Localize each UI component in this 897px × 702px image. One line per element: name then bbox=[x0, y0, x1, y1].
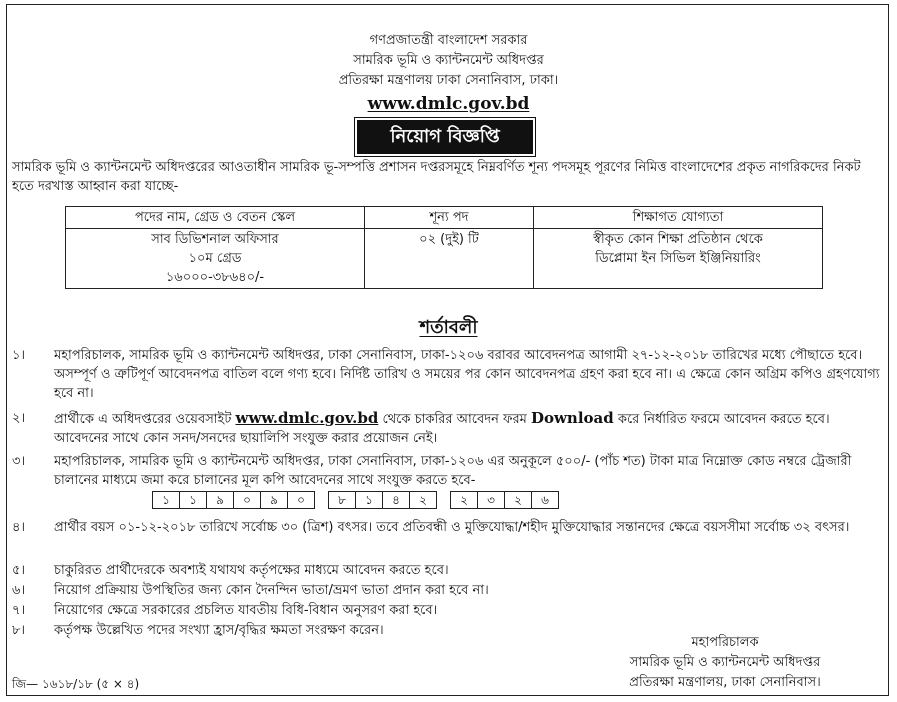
condition-number: ৮। bbox=[12, 623, 26, 638]
post-grade: ১০ম গ্রেড bbox=[188, 251, 242, 266]
signature-address: প্রতিরক্ষা মন্ত্রণালয়, ঢাকা সেনানিবাস। bbox=[629, 675, 821, 690]
condition-text: নিয়োগ প্রক্রিয়ায় উপস্থিতির জন্য কোন দৈনন্দিন ভাতা/ভ্রমণ ভাতা প্রদান করা হবে না। bbox=[54, 583, 489, 598]
condition-text: নিয়োগের ক্ষেত্রে সরকারের প্রচলিত যাবতীয় বিধি-বিধান অনুসরণ করা হবে। bbox=[54, 603, 438, 618]
intro-paragraph: সামরিক ভূমি ও ক্যান্টনমেন্ট অধিদপ্তরের আওতাধীন সামরিক ভূ-সম্পত্তি প্রশাসন দপ্তরসমূহে নিম্নবর্ণিত শূন্য পদসমূহ পূরণের নিমিত্ত বাংলাদেশের প্রকৃত নাগরিকদের নিকট হতে দরখাস্ত আহ্বান করা যাচ্ছে- bbox=[12, 160, 861, 194]
condition-2-part-a: প্রার্থীকে এ অধিদপ্তরের ওয়েবসাইট bbox=[54, 412, 236, 427]
condition-text: প্রার্থীর বয়স ০১-১২-২০১৮ তারিখে সর্বোচ্চ ৩০ (ত্রিশ) বৎসর। তবে প্রতিবন্ধী ও মুক্তিযোদ্ধা/শহীদ মুক্তিযোদ্ধার সন্তানদের ক্ষেত্রে বয়সসীমা সর্বোচ্চ ৩২ বৎসর। bbox=[54, 520, 850, 535]
condition-2 bbox=[12, 409, 884, 448]
condition-text: কর্তৃপক্ষ উল্লেখিত পদের সংখ্যা হ্রাস/বৃদ্ধির ক্ষমতা সংরক্ষণ করেন। bbox=[54, 623, 384, 638]
condition-number: ৬। bbox=[12, 583, 26, 598]
table-row bbox=[66, 229, 823, 289]
condition-text: চাকুরিরত প্রার্থীদেরকে অবশ্যই যথাযথ কর্তৃপক্ষের মাধ্যমে আবেদন করতে হবে। bbox=[54, 563, 449, 578]
vacancy-cell: ০২ (দুই) টি bbox=[365, 229, 534, 289]
code-gap bbox=[436, 491, 450, 509]
notice-banner: নিয়োগ বিজ্ঞপ্তি bbox=[357, 120, 533, 154]
code-digit: ৯ bbox=[260, 491, 288, 509]
signature-department: সামরিক ভূমি ও ক্যান্টনমেন্ট অধিদপ্তর bbox=[629, 655, 821, 670]
condition-number: ৪। bbox=[12, 520, 26, 535]
code-digit: ৪ bbox=[382, 491, 410, 509]
condition-number: ৭। bbox=[12, 603, 26, 618]
condition-2-part-c: করে নির্ধারিত ফরমে আবেদন করতে হবে। আবেদনের সাথে কোন সনদ/সনদের ছায়ালিপি সংযুক্ত করার প্রয়োজন নেই। bbox=[54, 412, 830, 446]
post-name: সাব ডিভিশনাল অফিসার bbox=[151, 232, 279, 247]
code-digit: ২ bbox=[450, 491, 478, 509]
condition-7 bbox=[12, 601, 884, 620]
table-header-education: শিক্ষাগত যোগ্যতা bbox=[534, 207, 823, 229]
condition-text: মহাপরিচালক, সামরিক ভূমি ও ক্যান্টনমেন্ট অধিদপ্তর, ঢাকা সেনানিবাস, ঢাকা-১২০৬ এর অনুকূলে ৫০০/- (পাঁচ শত) টাকা মাত্র নিম্নোক্ত কোড নম্বরে ট্রেজারী চালানের মাধ্যমে জমা করে চালানের মূল কপি আবেদনের সাথে সংযুক্ত করতে হবে- bbox=[54, 454, 852, 488]
code-digit: ৬ bbox=[531, 491, 559, 509]
condition-1 bbox=[12, 346, 884, 403]
conditions-heading bbox=[0, 313, 897, 344]
code-gap bbox=[314, 491, 328, 509]
table-header-row bbox=[66, 207, 823, 229]
condition-number: ৩। bbox=[12, 454, 26, 469]
download-word: Download bbox=[530, 409, 614, 427]
code-digit: ০ bbox=[287, 491, 315, 509]
ministry-address: প্রতিরক্ষা মন্ত্রণালয় ঢাকা সেনানিবাস, ঢাকা। bbox=[338, 73, 559, 88]
condition-2-part-b: থেকে চাকরির আবেদন ফরম bbox=[378, 412, 531, 427]
code-digit: ৯ bbox=[206, 491, 234, 509]
education-line-1: স্বীকৃত কোন শিক্ষা প্রতিষ্ঠান থেকে bbox=[593, 232, 763, 247]
pay-scale: ১৬০০০-৩৮৬৪০/- bbox=[165, 270, 265, 285]
condition-number: ২। bbox=[12, 411, 26, 426]
condition-number: ১। bbox=[12, 348, 26, 363]
code-digit: ২ bbox=[504, 491, 532, 509]
post-cell bbox=[66, 229, 365, 289]
table-header-post: পদের নাম, গ্রেড ও বেতন স্কেল bbox=[66, 207, 365, 229]
code-digit: ২ bbox=[409, 491, 437, 509]
website-header bbox=[0, 94, 897, 114]
condition-6 bbox=[12, 581, 884, 600]
code-digit: ১ bbox=[179, 491, 207, 509]
website-link-inline[interactable]: www.dmlc.gov.bd bbox=[235, 409, 379, 427]
condition-number: ৫। bbox=[12, 563, 26, 578]
code-digit: ১ bbox=[152, 491, 180, 509]
condition-text: মহাপরিচালক, সামরিক ভূমি ও ক্যান্টনমেন্ট অধিদপ্তর, ঢাকা সেনানিবাস, ঢাকা-১২০৬ বরাবর আবেদনপত্র আগামী ২৭-১২-২০১৮ তারিখের মধ্যে পৌছাতে হবে। অসম্পূর্ণ ও ত্রুটিপূর্ণ আবেদনপত্র বাতিল বলে গণ্য হবে। নির্দিষ্ট তারিখ ও সময়ের পর কোন আবেদনপত্র গ্রহণ করা হবে না। এ ক্ষেত্রে কোন অগ্রিম কপিও গ্রহণযোগ্য হবে না। bbox=[54, 348, 880, 401]
code-digit: ১ bbox=[355, 491, 383, 509]
condition-text bbox=[54, 409, 884, 448]
education-line-2: ডিপ্লোমা ইন সিভিল ইঞ্জিনিয়ারিং bbox=[595, 251, 761, 266]
gov-title: গণপ্রজাতন্ত্রী বাংলাদেশ সরকার bbox=[369, 33, 528, 48]
condition-3 bbox=[12, 452, 884, 490]
code-digit: ৮ bbox=[328, 491, 356, 509]
department-name: সামরিক ভূমি ও ক্যান্টনমেন্ট অধিদপ্তর bbox=[353, 53, 544, 68]
website-link[interactable]: www.dmlc.gov.bd bbox=[367, 94, 530, 114]
condition-4 bbox=[12, 518, 884, 537]
conditions-title: শর্তাবলী bbox=[419, 317, 478, 338]
condition-5 bbox=[12, 561, 884, 580]
reference-number: জি— ১৬১৮/১৮ (৫ × ৪) bbox=[12, 677, 140, 691]
code-digit: ৩ bbox=[477, 491, 505, 509]
treasury-code-boxes bbox=[152, 491, 558, 509]
table-header-vacancy: শূন্য পদ bbox=[365, 207, 534, 229]
signature-title: মহাপরিচালক bbox=[691, 635, 759, 650]
code-digit: ০ bbox=[233, 491, 261, 509]
vacancy-table bbox=[65, 206, 823, 289]
education-cell bbox=[534, 229, 823, 289]
